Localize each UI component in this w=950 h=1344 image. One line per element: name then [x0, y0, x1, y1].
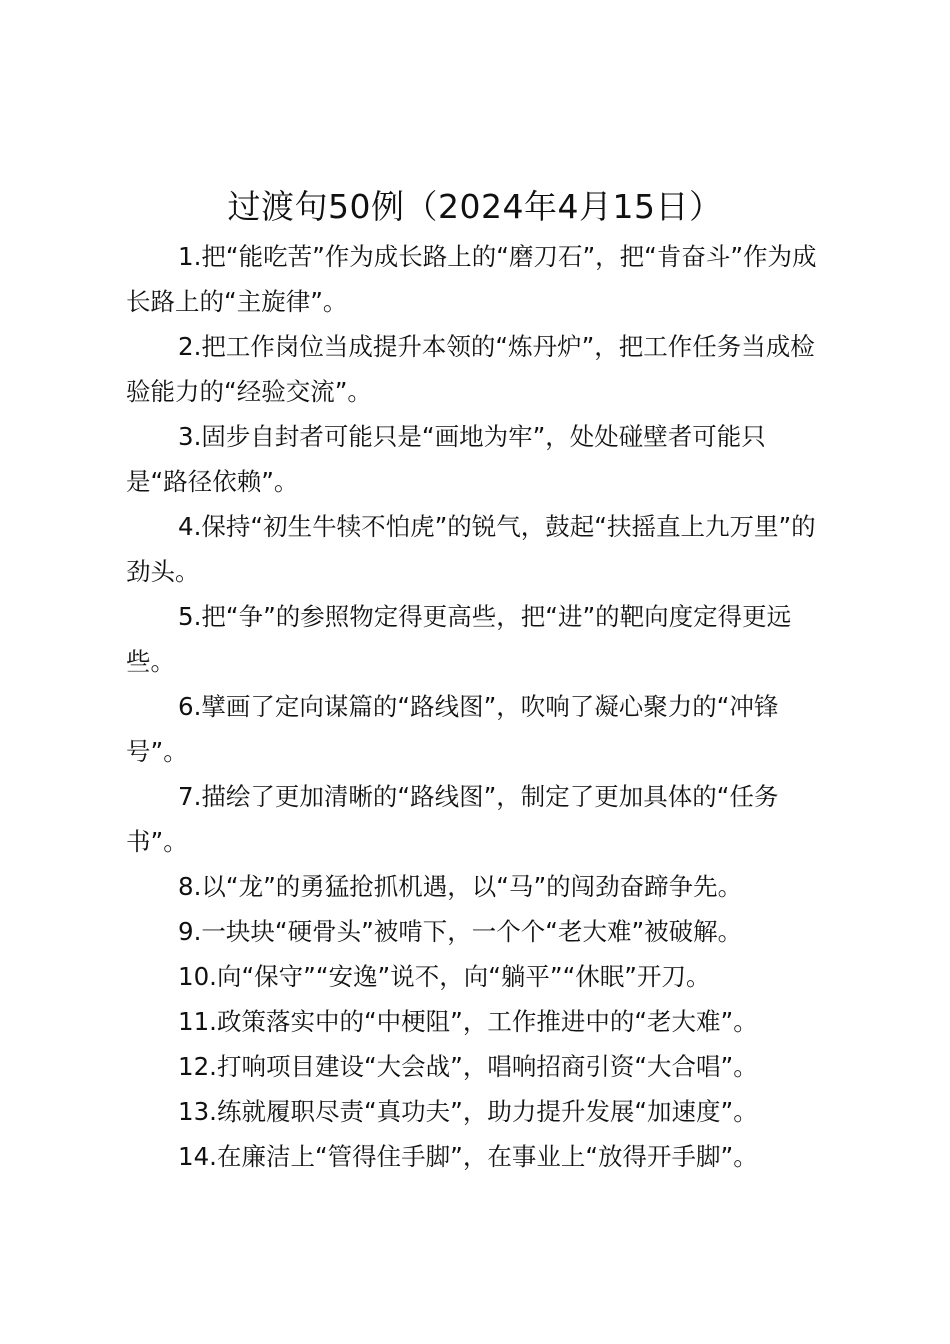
paragraph-12: 12.打响项目建设“大会战”，唱响招商引资“大合唱”。: [178, 1052, 758, 1081]
paragraph-13: 13.练就履职尽责“真功夫”，助力提升发展“加速度”。: [178, 1097, 758, 1126]
paragraph-3: 3.固步自封者可能只是“画地为牢”，处处碰壁者可能只是“路径依赖”。: [126, 422, 766, 496]
paragraph-6: 6.擘画了定向谋篇的“路线图”，吹响了凝心聚力的“冲锋号”。: [126, 692, 779, 766]
paragraph-9: 9.一块块“硬骨头”被啃下，一个个“老大难”被破解。: [178, 917, 743, 946]
paragraph-5: 5.把“争”的参照物定得更高些，把“进”的靶向度定得更远些。: [126, 602, 792, 676]
paragraph-14: 14.在廉洁上“管得住手脚”，在事业上“放得开手脚”。: [178, 1142, 758, 1171]
paragraph-11: 11.政策落实中的“中梗阻”，工作推进中的“老大难”。: [178, 1007, 758, 1036]
paragraph-7: 7.描绘了更加清晰的“路线图”，制定了更加具体的“任务书”。: [126, 782, 779, 856]
paragraph-2: 2.把工作岗位当成提升本领的“炼丹炉”，把工作任务当成检验能力的“经验交流”。: [126, 332, 815, 406]
paragraph-8: 8.以“龙”的勇猛抢抓机遇，以“马”的闯劲奋蹄争先。: [178, 872, 743, 901]
paragraph-1: 1.把“能吃苦”作为成长路上的“磨刀石”，把“肯奋斗”作为成长路上的“主旋律”。: [126, 242, 817, 316]
paragraph-10: 10.向“保守”“安逸”说不，向“躺平”“休眠”开刀。: [178, 962, 711, 991]
document-title: 过渡句50例（2024年4月15日）: [227, 187, 723, 226]
paragraph-4: 4.保持“初生牛犊不怕虎”的锐气，鼓起“扶摇直上九万里”的劲头。: [126, 512, 816, 586]
document-body: [126, 234, 826, 1179]
